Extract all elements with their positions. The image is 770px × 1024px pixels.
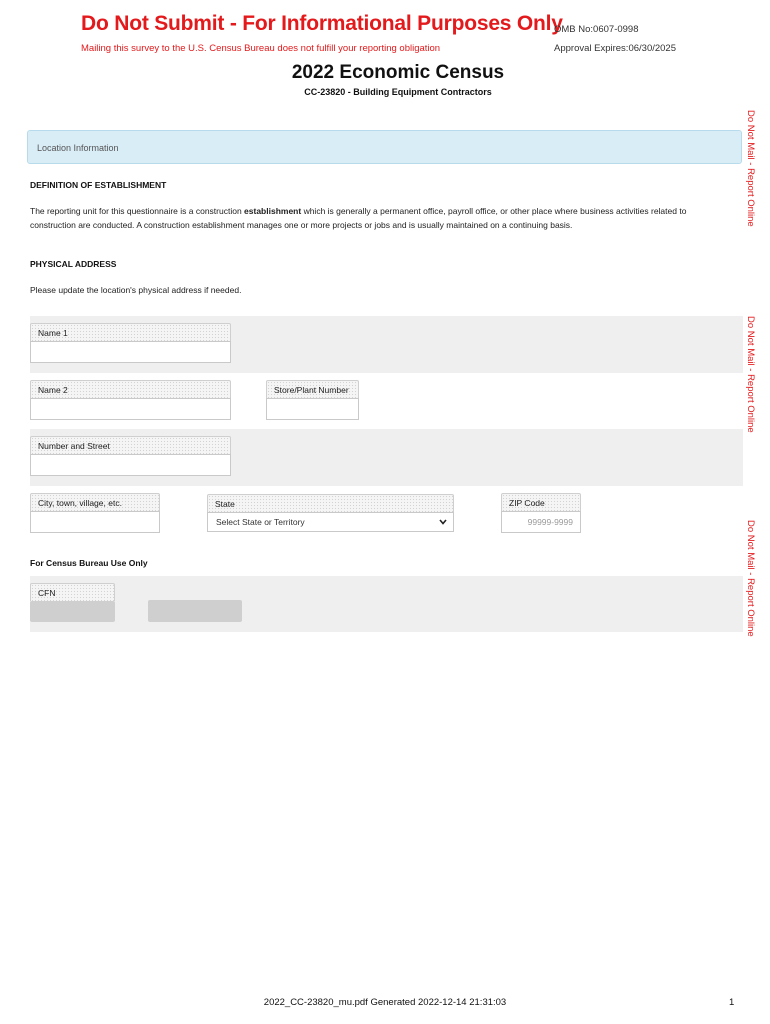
store-plant-group (266, 380, 359, 420)
city-label: City, town, village, etc. (30, 493, 160, 511)
address-instruction: Please update the location's physical address if needed. (30, 285, 242, 295)
zip-input[interactable] (501, 511, 581, 533)
census-use-heading: For Census Bureau Use Only (30, 558, 148, 568)
location-info-banner: Location Information (27, 130, 742, 164)
street-label: Number and Street (30, 436, 231, 454)
physical-address-heading: PHYSICAL ADDRESS (30, 259, 117, 269)
chevron-down-icon (438, 516, 448, 528)
definition-text: The reporting unit for this questionnaire is a construction establishment which is generally a permanent office, payroll office, or other place where business activities related to construction are conducted. A construction establishment manages one or more projects or jobs and is usually maintained on a continuing basis. (30, 206, 687, 230)
warning-subtitle: Mailing this survey to the U.S. Census Bureau does not fulfill your reporting obligation (81, 43, 441, 54)
street-input[interactable] (30, 454, 231, 476)
approval-expiration: Approval Expires:06/30/2025 (554, 43, 676, 54)
name2-label: Name 2 (30, 380, 231, 398)
footer-generated: 2022_CC-23820_mu.pdf Generated 2022-12-14 21:31:03 (263, 997, 507, 1008)
cfn-row (30, 576, 743, 632)
zip-group (501, 493, 581, 533)
store-plant-input[interactable] (266, 398, 359, 420)
name1-label: Name 1 (30, 323, 231, 341)
cfn-secondary-field (148, 600, 242, 622)
definition-heading: DEFINITION OF ESTABLISHMENT (30, 180, 167, 190)
cfn-field (30, 601, 115, 622)
state-selected-value: Select State or Territory (216, 517, 305, 527)
zip-label: ZIP Code (501, 493, 581, 511)
warning-title: Do Not Submit - For Informational Purposes Only (81, 12, 563, 35)
city-group (30, 493, 160, 533)
cfn-group (30, 583, 115, 622)
establishment-term: establishment (244, 206, 302, 216)
cfn-label: CFN (30, 583, 115, 601)
page-number: 1 (729, 997, 735, 1008)
city-input[interactable] (30, 511, 160, 533)
name2-group (30, 380, 231, 420)
name1-input[interactable] (30, 341, 231, 363)
street-group (30, 436, 231, 476)
state-group (207, 494, 454, 532)
state-select[interactable] (207, 512, 454, 532)
name1-group (30, 323, 231, 363)
page-title: 2022 Economic Census (291, 62, 505, 83)
omb-number: OMB No:0607-0998 (554, 24, 639, 35)
name2-input[interactable] (30, 398, 231, 420)
state-label: State (207, 494, 454, 512)
form-name: CC-23820 - Building Equipment Contractors (304, 87, 492, 97)
store-plant-label: Store/Plant Number (266, 380, 359, 398)
